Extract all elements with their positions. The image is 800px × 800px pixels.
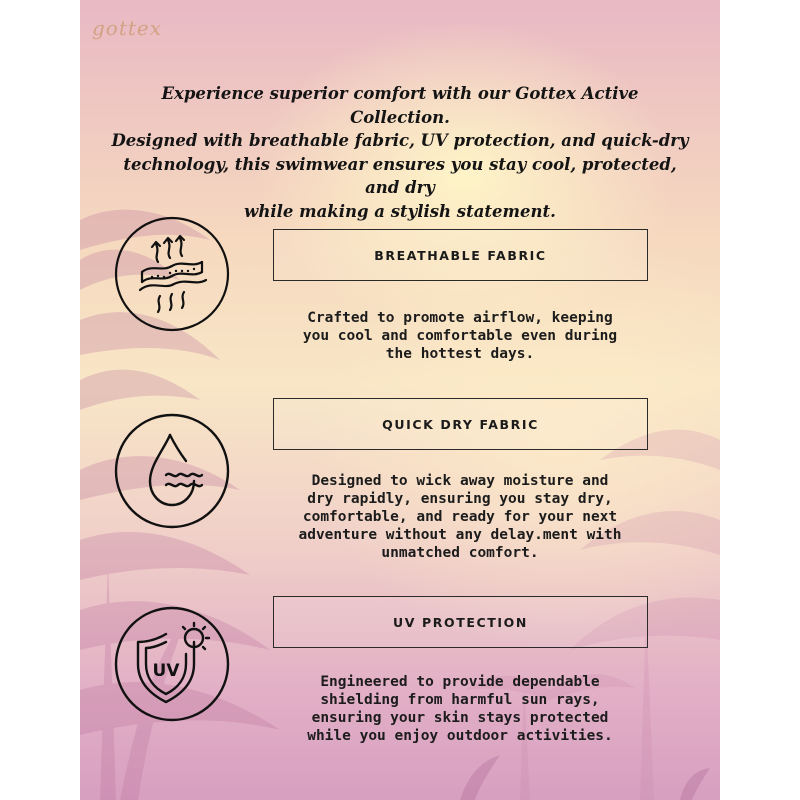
brand-logo: gottex: [92, 16, 163, 40]
breathable-fabric-icon: [114, 216, 230, 332]
uv-shield-icon: [114, 606, 230, 722]
desc-line: ensuring your skin stays protected: [311, 710, 609, 726]
desc-line: comfortable, and ready for your next: [302, 509, 618, 525]
desc-line: Crafted to promote airflow, keeping: [307, 310, 613, 326]
feature-desc-breathable: [270, 309, 650, 363]
desc-line: dry rapidly, ensuring you stay dry,: [307, 491, 613, 507]
feature-desc-quick-dry: [270, 472, 650, 562]
water-drop-icon: [114, 413, 230, 529]
intro-line: technology, this swimwear ensures you stay cool, protected, and dry: [123, 154, 677, 197]
intro-line: Experience superior comfort with our Gottex Active Collection.: [161, 84, 639, 127]
feature-title-uv: UV PROTECTION: [273, 596, 648, 648]
desc-line: unmatched comfort.: [381, 545, 539, 561]
desc-line: you cool and comfortable even during: [302, 328, 618, 344]
sunset-background-panel: [80, 0, 720, 800]
desc-line: Designed to wick away moisture and: [311, 473, 609, 489]
feature-title-breathable: BREATHABLE FABRIC: [273, 229, 648, 281]
feature-title-quick-dry: QUICK DRY FABRIC: [273, 398, 648, 450]
intro-line: while making a stylish statement.: [244, 201, 556, 221]
desc-line: the hottest days.: [385, 346, 535, 362]
desc-line: while you enjoy outdoor activities.: [307, 728, 613, 744]
uv-icon-text: UV: [152, 661, 180, 681]
intro-paragraph: [110, 82, 690, 223]
feature-desc-uv: [270, 673, 650, 745]
desc-line: Engineered to provide dependable: [320, 674, 600, 690]
desc-line: shielding from harmful sun rays,: [320, 692, 600, 708]
desc-line: adventure without any delay.ment with: [298, 527, 622, 543]
intro-line: Designed with breathable fabric, UV protection, and quick-dry: [111, 131, 689, 150]
